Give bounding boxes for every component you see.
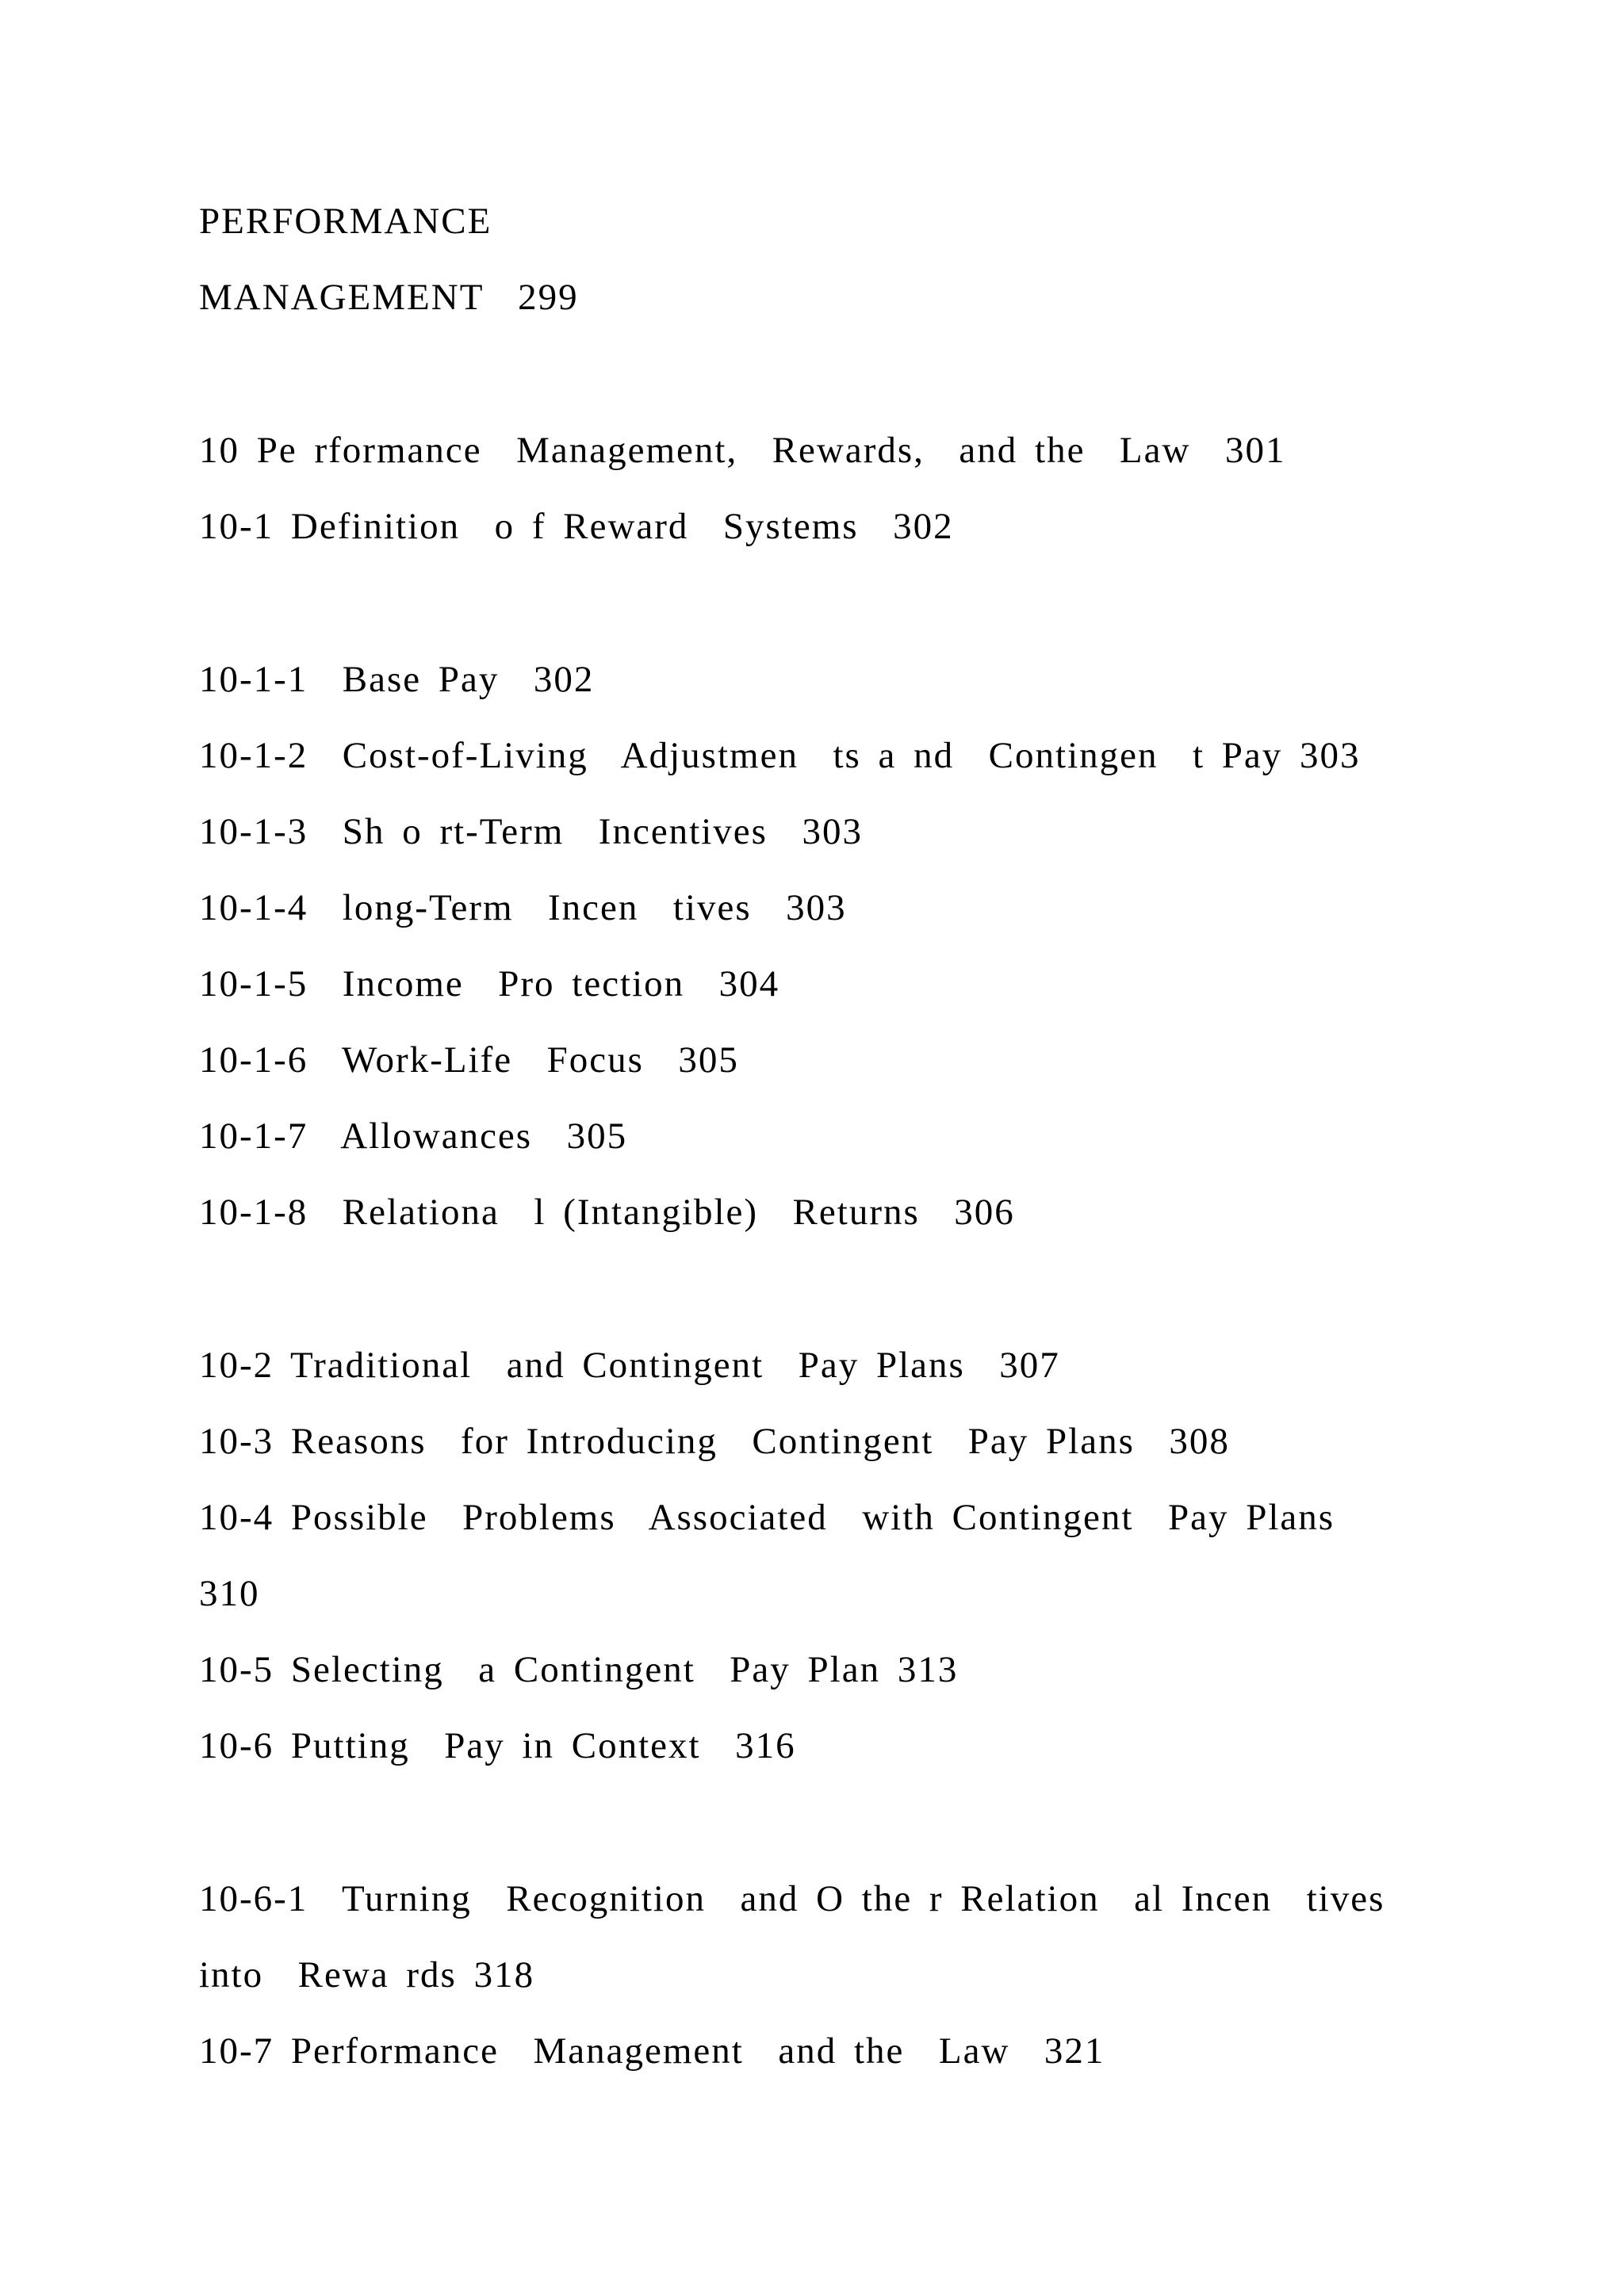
- toc-entry-10-6: 10-6 Putting Pay in Context 316: [199, 1725, 796, 1766]
- toc-entry-10-1-8: 10-1-8 Relationa l (Intangible) Returns 306: [199, 1192, 1015, 1233]
- toc-entry-10-1-2: 10-1-2 Cost-of-Living Adjustmen ts a nd Contingen t Pay 303: [199, 735, 1361, 776]
- toc-entry-10-1-1: 10-1-1 Base Pay 302: [199, 659, 595, 700]
- toc-entry-10-6-1: 10-6-1 Turning Recognition and O the r Relation al Incen tives: [199, 1878, 1385, 1919]
- toc-entry-10-1-5: 10-1-5 Income Pro tection 304: [199, 963, 780, 1004]
- part-heading-line-2: MANAGEMENT 299: [199, 277, 579, 318]
- toc-entry-10-4: 10-4 Possible Problems Associated with Contingent Pay Plans: [199, 1497, 1335, 1538]
- toc-entry-chapter-10: 10 Pe rformance Management, Rewards, and the Law 301: [199, 430, 1286, 471]
- toc-entry-10-5: 10-5 Selecting a Contingent Pay Plan 313: [199, 1649, 959, 1690]
- toc-entry-10-6-1-cont: into Rewa rds 318: [199, 1954, 535, 1996]
- part-heading-line-1: PERFORMANCE: [199, 201, 492, 242]
- toc-entry-10-1: 10-1 Definition o f Reward Systems 302: [199, 506, 954, 547]
- toc-entry-10-1-4: 10-1-4 long-Term Incen tives 303: [199, 887, 847, 928]
- toc-entry-10-1-3: 10-1-3 Sh o rt-Term Incentives 303: [199, 811, 863, 852]
- toc-entry-10-7: 10-7 Performance Management and the Law 321: [199, 2030, 1105, 2072]
- toc-entry-10-1-7: 10-1-7 Allowances 305: [199, 1115, 628, 1157]
- toc-entry-10-3: 10-3 Reasons for Introducing Contingent Pay Plans 308: [199, 1421, 1230, 1462]
- toc-entry-10-1-6: 10-1-6 Work-Life Focus 305: [199, 1039, 739, 1081]
- toc-entry-10-4-page: 310: [199, 1573, 260, 1614]
- toc-entry-10-2: 10-2 Traditional and Contingent Pay Plans 307: [199, 1345, 1060, 1386]
